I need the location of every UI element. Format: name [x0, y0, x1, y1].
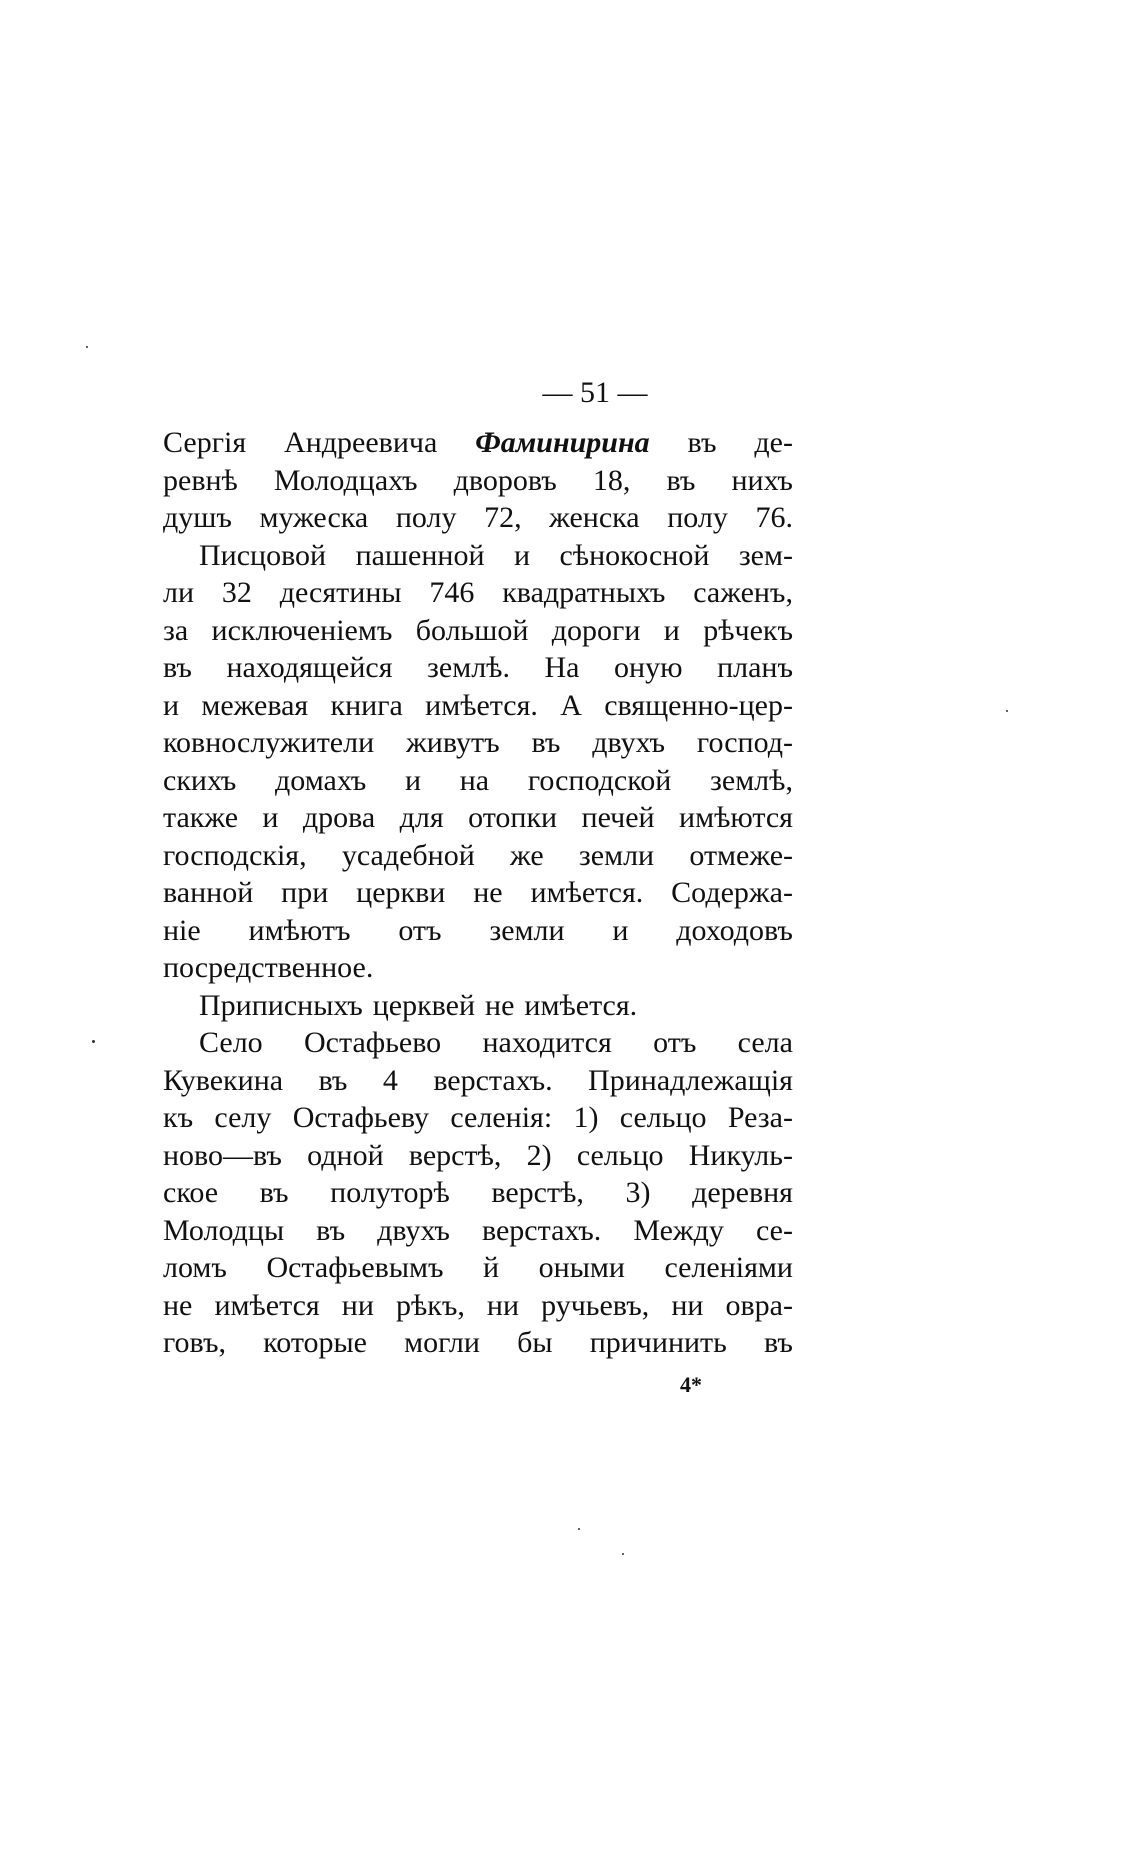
text-line: посредственное. [163, 951, 374, 984]
text-line: скихъ домахъ и на господской землѣ, [163, 763, 793, 797]
text-line: ново—въ одной верстѣ, 2) сельцо Никуль- [163, 1138, 793, 1172]
scan-speck [1006, 710, 1008, 712]
text-line: ли 32 десятины 746 квадратныхъ саженъ, [163, 576, 793, 609]
text-line: и межевая книга имѣется. А священно-цер- [163, 688, 793, 722]
text-line: Писцовой пашенной и сѣнокосной зем- [199, 538, 793, 572]
text-line: къ селу Остафьеву селенія: 1) сельцо Реза- [163, 1101, 793, 1134]
scan-speck [622, 1553, 624, 1555]
text-line: ское въ полуторѣ верстѣ, 3) деревня [163, 1176, 793, 1209]
text-line: Село Остафьево находится отъ села [199, 1026, 793, 1059]
text-line: Сергія Андреевича Фаминирина въ де- [163, 424, 793, 462]
page-number: — 51 — [542, 376, 648, 409]
signature-mark: 4* [680, 1372, 702, 1397]
text-line: также и дрова для отопки печей имѣются [163, 801, 793, 834]
text-line: ревнѣ Молодцахъ дворовъ 18, въ нихъ [163, 463, 793, 497]
text-line: Приписныхъ церквей не имѣется. [199, 988, 638, 1022]
scan-speck [92, 1040, 95, 1043]
scan-speck [578, 1528, 580, 1530]
text-line: за исключеніемъ большой дороги и рѣчекъ [163, 613, 793, 647]
text-line: душъ мужеска полу 72, женска полу 76. [163, 501, 793, 534]
text-line: ванной при церкви не имѣется. Содержа- [163, 876, 793, 909]
text-line: Молодцы въ двухъ верстахъ. Между се- [163, 1213, 793, 1247]
text-line: не имѣется ни рѣкъ, ни ручьевъ, ни овра- [163, 1288, 793, 1322]
page-text [163, 424, 793, 1362]
text-line: въ находящейся землѣ. На оную планъ [163, 651, 793, 684]
text-line: ніе имѣютъ отъ земли и доходовъ [163, 913, 793, 947]
text-line: говъ, которые могли бы причинить въ [163, 1326, 793, 1359]
scan-speck [86, 346, 88, 348]
surname-emphasis: Фаминирина [475, 426, 650, 459]
text-line: господскія, усадебной же земли отмеже- [163, 838, 793, 872]
text-line: ломъ Остафьевымъ й оными селеніями [163, 1251, 793, 1284]
text-line: ковнослужители живутъ въ двухъ господ- [163, 726, 793, 759]
text-line: Кувекина въ 4 верстахъ. Принадлежащія [163, 1063, 793, 1097]
